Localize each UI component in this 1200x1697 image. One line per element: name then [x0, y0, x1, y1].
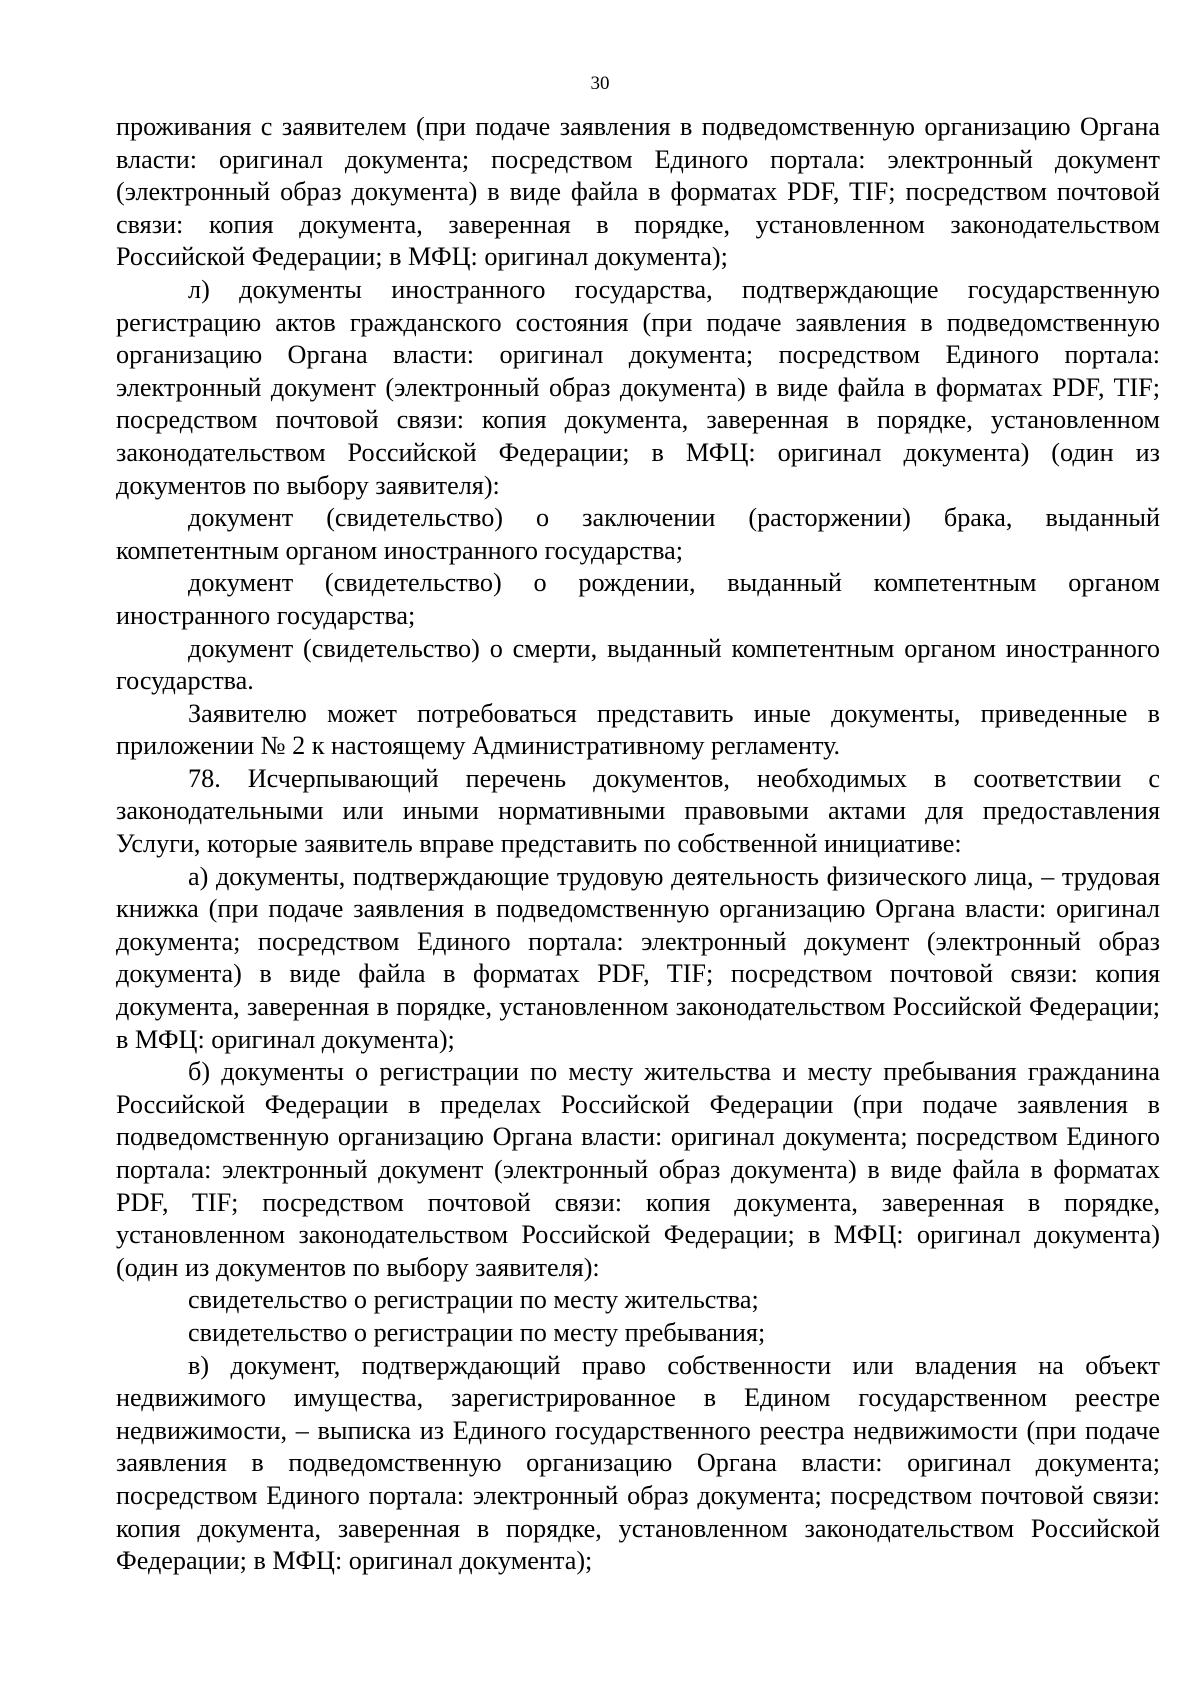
paragraph-residence-certificate: свидетельство о регистрации по месту жительства;: [188, 1285, 759, 1315]
paragraph-stay-certificate: свидетельство о регистрации по месту пребывания;: [188, 1317, 766, 1347]
paragraph-other-documents: Заявителю может потребоваться представить иные документы, приведенные в приложении № 2 к настоящему Административному регламенту.: [116, 698, 1160, 761]
paragraph-continuation: проживания с заявителем (при подаче заявления в подведомственную организацию Органа власти: оригинал документа; посредством Единого портала: электронный документ (электронный образ документа) в виде файла в форматах PDF, TIF; посредством почтовой связи: копия документа, заверенная в порядке, установленном законодательством Российской Федерации; в МФЦ: оригинал документа);: [116, 112, 1160, 272]
document-body: [116, 111, 1160, 1578]
paragraph-marriage-certificate: документ (свидетельство) о заключении (расторжении) брака, выданный компетентным органом иностранного государства;: [116, 503, 1160, 565]
paragraph-birth-certificate: документ (свидетельство) о рождении, выданный компетентным органом иностранного государства;: [116, 568, 1160, 630]
paragraph-item-v: в) документ, подтверждающий право собственности или владения на объект недвижимого имущества, зарегистрированное в Едином государственном реестре недвижимости, – выписка из Единого государственного реестра недвижимости (при подаче заявления в подведомственную организацию Органа власти: оригинал документа; посредством Единого портала: электронный образ документа; посредством почтовой связи: копия документа, заверенная в порядке, установленном законодательством Российской Федерации; в МФЦ: оригинал документа);: [116, 1350, 1160, 1576]
paragraph-item-b: б) документы о регистрации по месту жительства и месту пребывания гражданина Российской Федерации в пределах Российской Федерации (при подаче заявления в подведомственную организацию Органа власти: оригинал документа; посредством Единого портала: электронный документ (электронный образ документа) в виде файла в форматах PDF, TIF; посредством почтовой связи: копия документа, заверенная в порядке, установленном законодательством Российской Федерации; в МФЦ: оригинал документа) (один из документов по выбору заявителя):: [116, 1057, 1160, 1282]
page-number: 30: [590, 73, 610, 94]
paragraph-death-certificate: документ (свидетельство) о смерти, выданный компетентным органом иностранного государства.: [116, 633, 1160, 696]
paragraph-item-l: л) документы иностранного государства, подтверждающие государственную регистрацию актов гражданского состояния (при подаче заявления в подведомственную организацию Органа власти: оригинал документа; посредством Единого портала: электронный документ (электронный образ документа) в виде файла в форматах PDF, TIF; посредством почтовой связи: копия документа, заверенная в порядке, установленном законодательством Российской Федерации; в МФЦ: оригинал документа) (один из документов по выбору заявителя):: [116, 274, 1160, 500]
paragraph-78: 78. Исчерпывающий перечень документов, необходимых в соответствии с законодательными или иными нормативными правовыми актами для предоставления Услуги, которые заявитель вправе представить по собственной инициативе:: [116, 763, 1160, 859]
paragraph-item-a: а) документы, подтверждающие трудовую деятельность физического лица, – трудовая книжка (при подаче заявления в подведомственную организацию Органа власти: оригинал документа; посредством Единого портала: электронный документ (электронный образ документа) в виде файла в форматах PDF, TIF; посредством почтовой связи: копия документа, заверенная в порядке, установленном законодательством Российской Федерации; в МФЦ: оригинал документа);: [116, 861, 1160, 1054]
